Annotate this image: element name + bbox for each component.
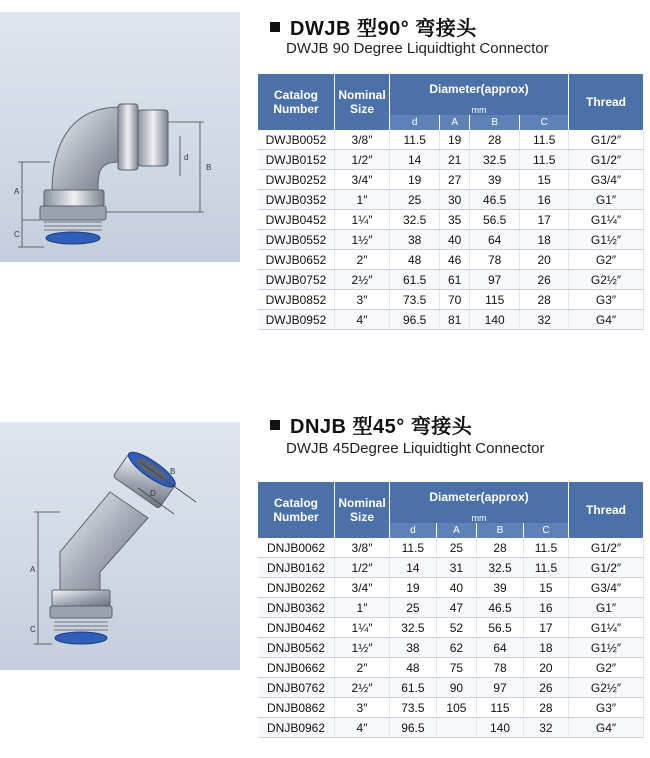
table-row	[258, 558, 644, 578]
cell-diameter-a: 90	[436, 678, 476, 698]
cell-diameter-b: 46.5	[470, 190, 520, 210]
header-diameter: Diameter(approx)	[390, 74, 569, 104]
page-title-90: DWJB 型90° 弯接头	[290, 18, 477, 40]
cell-diameter-a: 35	[440, 210, 470, 230]
cell-diameter-d: 19	[390, 578, 437, 598]
cell-diameter-a: 40	[440, 230, 470, 250]
cell-thread: G4″	[569, 718, 644, 738]
table-row	[258, 698, 644, 718]
cell-diameter-c: 18	[523, 638, 568, 658]
cell-diameter-d: 73.5	[390, 698, 437, 718]
header-c: C	[523, 523, 568, 538]
cell-nominal-size: 3/4″	[335, 170, 390, 190]
cell-diameter-a: 25	[436, 538, 476, 558]
cell-catalog-number: DNJB0362	[258, 598, 335, 618]
cell-diameter-c: 15	[520, 170, 569, 190]
cell-thread: G1½″	[569, 638, 644, 658]
cell-catalog-number: DWJB0352	[258, 190, 335, 210]
table-row	[258, 618, 644, 638]
table-row	[258, 598, 644, 618]
spec-table-45	[258, 482, 644, 738]
cell-diameter-a: 105	[436, 698, 476, 718]
cell-thread: G1¼″	[569, 618, 644, 638]
header-a: A	[440, 115, 470, 130]
cell-catalog-number: DNJB0762	[258, 678, 335, 698]
connector-90-section	[0, 0, 650, 350]
cell-diameter-b: 140	[470, 310, 520, 330]
title-45	[270, 410, 472, 439]
cell-thread: G1/2″	[569, 130, 644, 150]
cell-diameter-b: 97	[477, 678, 524, 698]
cell-nominal-size: 4″	[335, 310, 390, 330]
cell-catalog-number: DNJB0262	[258, 578, 335, 598]
cell-diameter-c: 20	[523, 658, 568, 678]
cell-catalog-number: DNJB0562	[258, 638, 335, 658]
cell-diameter-b: 78	[470, 250, 520, 270]
cell-diameter-b: 56.5	[470, 210, 520, 230]
cell-thread: G1/2″	[569, 558, 644, 578]
cell-catalog-number: DWJB0652	[258, 250, 335, 270]
header-b: B	[470, 115, 520, 130]
cell-catalog-number: DWJB0052	[258, 130, 335, 150]
cell-diameter-d: 19	[390, 170, 440, 190]
dim-label-c-45: C	[30, 625, 36, 634]
cell-nominal-size: 3/8″	[335, 130, 390, 150]
cell-diameter-a: 31	[436, 558, 476, 578]
product-photo-45	[0, 422, 240, 670]
cell-diameter-a: 70	[440, 290, 470, 310]
cell-diameter-c: 11.5	[520, 150, 569, 170]
header-b: B	[477, 523, 524, 538]
cell-diameter-a: 75	[436, 658, 476, 678]
cell-catalog-number: DNJB0162	[258, 558, 335, 578]
cell-diameter-b: 56.5	[477, 618, 524, 638]
cell-diameter-b: 78	[477, 658, 524, 678]
title-90	[270, 12, 477, 41]
cell-diameter-c: 26	[520, 270, 569, 290]
cell-catalog-number: DNJB0062	[258, 538, 335, 558]
cell-diameter-d: 14	[390, 558, 437, 578]
cell-diameter-c: 11.5	[520, 130, 569, 150]
cell-diameter-d: 32.5	[390, 210, 440, 230]
cell-diameter-d: 48	[390, 250, 440, 270]
header-c: C	[520, 115, 569, 130]
dim-label-a: A	[14, 187, 20, 196]
dim-label-c: C	[14, 230, 20, 239]
cell-thread: G3″	[569, 698, 644, 718]
cell-diameter-b: 32.5	[470, 150, 520, 170]
cell-thread: G3/4″	[569, 170, 644, 190]
cell-diameter-c: 28	[523, 698, 568, 718]
cell-diameter-b: 28	[470, 130, 520, 150]
cell-diameter-c: 18	[520, 230, 569, 250]
cell-diameter-c: 11.5	[523, 538, 568, 558]
cell-diameter-d: 61.5	[390, 270, 440, 290]
bullet-square-icon	[270, 22, 280, 32]
cell-diameter-d: 96.5	[390, 718, 437, 738]
table-row	[258, 718, 644, 738]
cell-diameter-b: 140	[477, 718, 524, 738]
header-nominal-size: Nominal Size	[335, 482, 390, 538]
cell-diameter-d: 11.5	[390, 538, 437, 558]
cell-nominal-size: 3/8″	[335, 538, 390, 558]
dim-label-d-45: D	[150, 489, 156, 498]
dim-label-b-45: B	[170, 467, 176, 476]
cell-diameter-d: 96.5	[390, 310, 440, 330]
cell-diameter-b: 39	[477, 578, 524, 598]
cell-nominal-size: 1¼″	[335, 210, 390, 230]
table-row	[258, 578, 644, 598]
cell-diameter-c: 20	[520, 250, 569, 270]
table-row	[258, 210, 644, 230]
subtitle-45: DWJB 45Degree Liquidtight Connector	[286, 440, 545, 457]
table-row	[258, 230, 644, 250]
cell-nominal-size: 1″	[335, 190, 390, 210]
cell-thread: G4″	[569, 310, 644, 330]
cell-diameter-b: 115	[470, 290, 520, 310]
cell-diameter-c: 28	[520, 290, 569, 310]
spec-rows-90	[258, 130, 644, 330]
table-row	[258, 638, 644, 658]
cell-diameter-a: 46	[440, 250, 470, 270]
cell-diameter-d: 48	[390, 658, 437, 678]
cell-thread: G1/2″	[569, 538, 644, 558]
cell-diameter-c: 26	[523, 678, 568, 698]
table-row	[258, 310, 644, 330]
cell-thread: G1/2″	[569, 150, 644, 170]
cell-diameter-d: 61.5	[390, 678, 437, 698]
cell-diameter-c: 17	[523, 618, 568, 638]
cell-diameter-d: 38	[390, 230, 440, 250]
cell-thread: G2″	[569, 658, 644, 678]
cell-diameter-b: 32.5	[477, 558, 524, 578]
table-row	[258, 170, 644, 190]
cell-nominal-size: 2″	[335, 658, 390, 678]
cell-diameter-a: 47	[436, 598, 476, 618]
cell-diameter-a: 62	[436, 638, 476, 658]
cell-thread: G1″	[569, 598, 644, 618]
cell-diameter-b: 39	[470, 170, 520, 190]
cell-diameter-c: 15	[523, 578, 568, 598]
page-title-45: DNJB 型45° 弯接头	[290, 416, 473, 438]
cell-nominal-size: 1¼″	[335, 618, 390, 638]
cell-diameter-c: 16	[523, 598, 568, 618]
cell-nominal-size: 1″	[335, 598, 390, 618]
table-row	[258, 538, 644, 558]
cell-catalog-number: DWJB0952	[258, 310, 335, 330]
cell-diameter-d: 73.5	[390, 290, 440, 310]
header-catalog-number: Catalog Number	[258, 482, 335, 538]
cell-catalog-number: DWJB0252	[258, 170, 335, 190]
table-row	[258, 270, 644, 290]
table-row	[258, 290, 644, 310]
cell-diameter-d: 32.5	[390, 618, 437, 638]
cell-diameter-b: 115	[477, 698, 524, 718]
header-unit-mm: mm	[390, 104, 569, 115]
cell-thread: G3/4″	[569, 578, 644, 598]
cell-diameter-a: 21	[440, 150, 470, 170]
subtitle-90: DWJB 90 Degree Liquidtight Connector	[286, 40, 549, 57]
spec-table-90	[258, 74, 644, 330]
header-d: d	[390, 523, 437, 538]
cell-thread: G2″	[569, 250, 644, 270]
cell-diameter-d: 14	[390, 150, 440, 170]
cell-diameter-b: 97	[470, 270, 520, 290]
table-row	[258, 130, 644, 150]
cell-diameter-c: 16	[520, 190, 569, 210]
bullet-square-icon	[270, 420, 280, 430]
cell-diameter-c: 32	[520, 310, 569, 330]
cell-diameter-b: 64	[470, 230, 520, 250]
header-catalog-number: Catalog Number	[258, 74, 335, 130]
header-thread: Thread	[569, 74, 644, 130]
dim-label-a-45: A	[30, 565, 36, 574]
header-nominal-size: Nominal Size	[335, 74, 390, 130]
cell-nominal-size: 3/4″	[335, 578, 390, 598]
cell-diameter-d: 25	[390, 598, 437, 618]
cell-diameter-a: 30	[440, 190, 470, 210]
cell-thread: G3″	[569, 290, 644, 310]
cell-thread: G1½″	[569, 230, 644, 250]
cell-nominal-size: 3″	[335, 698, 390, 718]
cell-nominal-size: 1½″	[335, 230, 390, 250]
cell-nominal-size: 1/2″	[335, 558, 390, 578]
header-thread: Thread	[569, 482, 644, 538]
cell-diameter-a: 40	[436, 578, 476, 598]
table-row	[258, 250, 644, 270]
product-photo-90	[0, 12, 240, 262]
cell-diameter-c: 17	[520, 210, 569, 230]
cell-diameter-a: 27	[440, 170, 470, 190]
cell-catalog-number: DNJB0862	[258, 698, 335, 718]
cell-nominal-size: 4″	[335, 718, 390, 738]
cell-catalog-number: DWJB0152	[258, 150, 335, 170]
cell-nominal-size: 2½″	[335, 678, 390, 698]
cell-nominal-size: 2½″	[335, 270, 390, 290]
cell-nominal-size: 3″	[335, 290, 390, 310]
header-unit-mm: mm	[390, 512, 569, 523]
cell-catalog-number: DWJB0452	[258, 210, 335, 230]
cell-diameter-a: 52	[436, 618, 476, 638]
cell-diameter-b: 46.5	[477, 598, 524, 618]
cell-catalog-number: DNJB0662	[258, 658, 335, 678]
cell-thread: G2½″	[569, 270, 644, 290]
cell-catalog-number: DWJB0852	[258, 290, 335, 310]
cell-nominal-size: 1/2″	[335, 150, 390, 170]
dim-label-b: B	[206, 163, 212, 172]
cell-thread: G2½″	[569, 678, 644, 698]
table-row	[258, 190, 644, 210]
cell-catalog-number: DWJB0752	[258, 270, 335, 290]
dim-label-d: d	[184, 153, 189, 162]
header-d: d	[390, 115, 440, 130]
cell-diameter-b: 28	[477, 538, 524, 558]
cell-diameter-c: 11.5	[523, 558, 568, 578]
cell-diameter-d: 25	[390, 190, 440, 210]
cell-diameter-d: 11.5	[390, 130, 440, 150]
header-a: A	[436, 523, 476, 538]
elbow-90-illustration	[0, 12, 240, 262]
cell-thread: G1″	[569, 190, 644, 210]
cell-diameter-d: 38	[390, 638, 437, 658]
cell-nominal-size: 2″	[335, 250, 390, 270]
cell-diameter-b: 64	[477, 638, 524, 658]
spec-rows-45	[258, 538, 644, 738]
cell-diameter-c: 32	[523, 718, 568, 738]
elbow-45-illustration	[0, 422, 240, 670]
cell-nominal-size: 1½″	[335, 638, 390, 658]
table-row	[258, 678, 644, 698]
connector-45-section	[0, 400, 650, 758]
cell-catalog-number: DWJB0552	[258, 230, 335, 250]
cell-catalog-number: DNJB0962	[258, 718, 335, 738]
cell-diameter-a: 81	[440, 310, 470, 330]
header-diameter: Diameter(approx)	[390, 482, 569, 512]
cell-catalog-number: DNJB0462	[258, 618, 335, 638]
cell-diameter-a: 61	[440, 270, 470, 290]
cell-diameter-a	[436, 718, 476, 738]
table-row	[258, 150, 644, 170]
cell-thread: G1¼″	[569, 210, 644, 230]
cell-diameter-a: 19	[440, 130, 470, 150]
table-row	[258, 658, 644, 678]
